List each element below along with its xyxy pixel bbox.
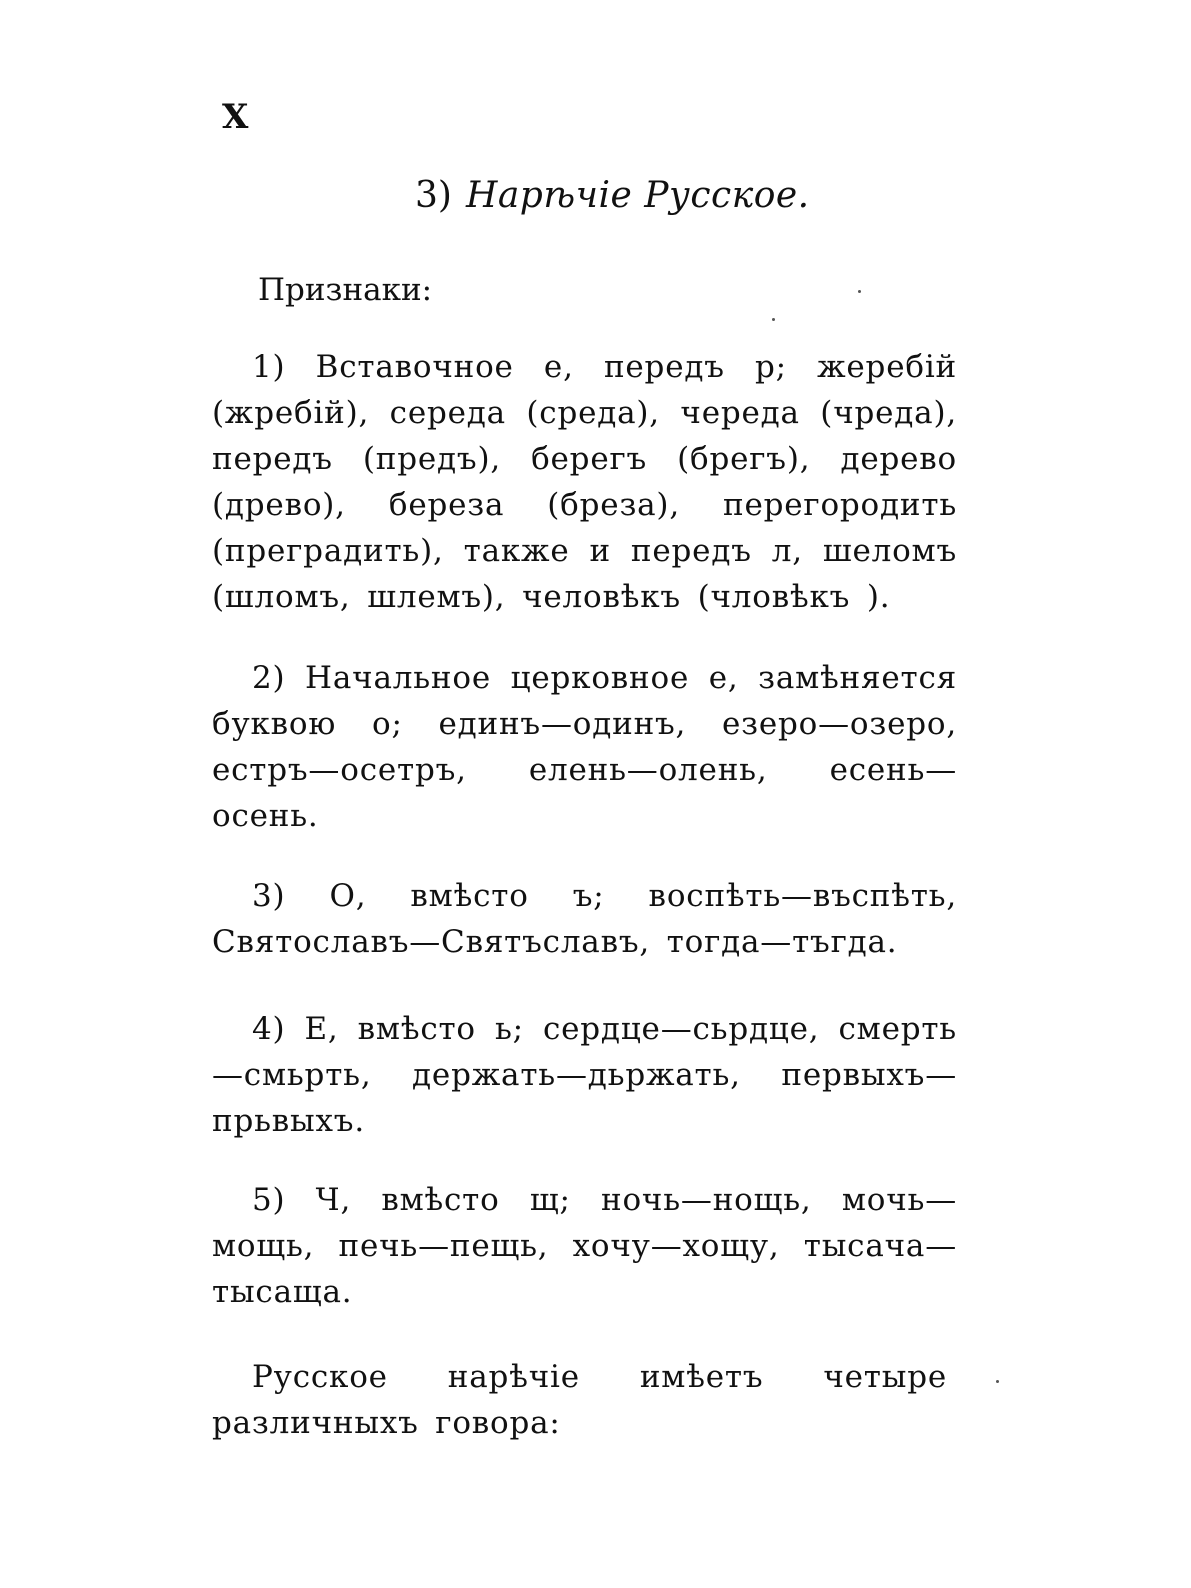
paragraph-3: 3) О, вмѣсто ъ; воспѣть—въспѣть, Святославъ—Святъславъ, тогда—тъгда. — [212, 878, 957, 960]
signs-label: Признаки: — [258, 272, 433, 308]
section-title-text: Нарѣчіе Русское. — [465, 175, 810, 216]
print-speck — [996, 1380, 999, 1383]
section-title — [415, 175, 810, 216]
print-speck — [858, 290, 861, 293]
page-number: X — [222, 97, 249, 137]
closing-paragraph: Русское нарѣчіе имѣетъ четыре различныхъ говора: — [212, 1359, 947, 1441]
paragraph-5: 5) Ч, вмѣсто щ; ночь—нощь, мочь—мощь, печь—пещь, хочу—хощу, тысача—тысаща. — [212, 1182, 957, 1310]
print-speck — [772, 318, 775, 321]
paragraph-4: 4) Е, вмѣсто ь; сердце—сьрдце, смерть—смьрть, держать—дьржать, первыхъ—прьвыхъ. — [212, 1011, 957, 1139]
paragraph-1: 1) Вставочное е, передъ р; жеребій (жребій), середа (среда), череда (чреда), передъ (предъ), берегъ (брегъ), дерево (древо), береза (бреза), перегородить (преградить), также и передъ л, шеломъ (шломъ, шлемъ), человѣкъ (чловѣкъ ). — [212, 349, 957, 615]
section-title-number: 3) — [415, 175, 452, 216]
paragraph-2: 2) Начальное церковное е, замѣняется буквою о; единъ—одинъ, езеро—озеро, еcтръ—осетръ, елень—олень, есень—осень. — [212, 660, 957, 834]
